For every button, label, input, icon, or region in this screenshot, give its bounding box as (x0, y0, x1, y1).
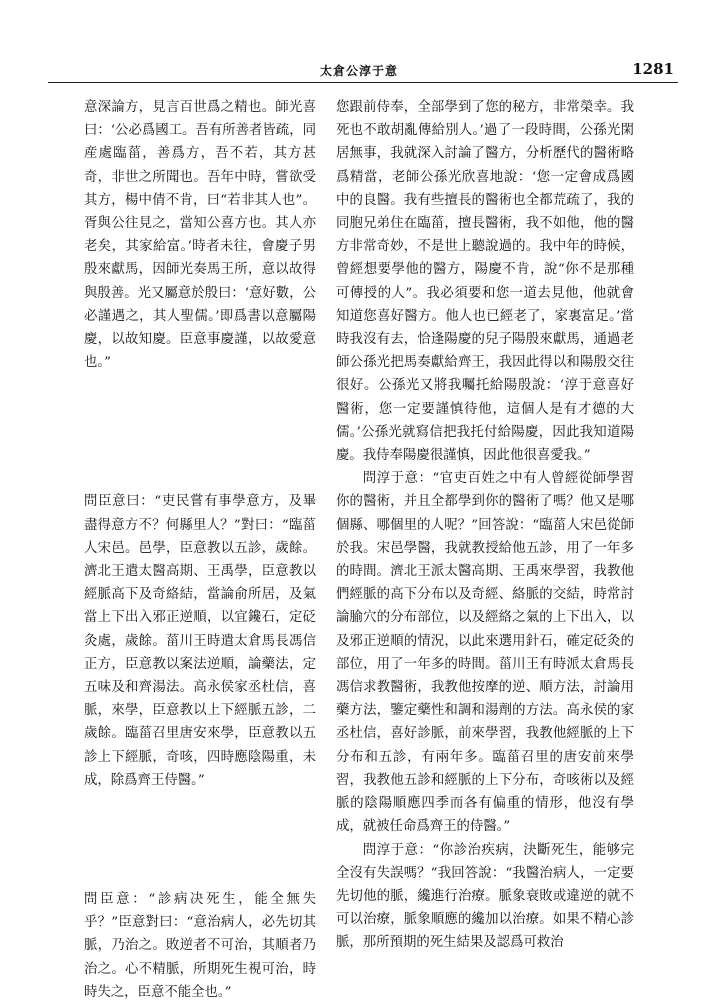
translation-paragraph: 您跟前侍奉，全部學到了您的秘方，非常榮幸。我死也不敢胡亂傳給別人。’過了一段時間，公孫光閑居無事，我就深入討論了醫方，分析歷代的醫術略爲精當，老師公孫光欣喜地說：‘您一定會成爲國中的良醫。我有些擅長的醫術也全都荒疏了，我的同胞兄弟住在臨菑，擅長醫術，我不如他，他的醫方非常奇妙，不是世上聽說過的。我中年的時候，曾經想要學他的醫方，陽慶不肯，說“你不是那種可傳授的人”。我必須要和您一道去見他，他就會知道您喜好醫方。他人也已經老了，家裏富足。’當時我沒有去，恰逢陽慶的兒子陽殷來獻馬，通過老師公孫光把馬奏獻給齊王，我因此得以和陽殷交往很好。公孫光又將我囑托給陽殷說：‘淳于意喜好醫術，您一定要謹慎待他，這個人是有才德的大儒。’公孫光就寫信把我托付給陽慶，因此我知道陽慶。我侍奉陽慶很謹慎，因此他很喜愛我。” (336, 100, 634, 464)
classical-paragraph: 問臣意曰：“吏民嘗有事學意方，及畢盡得意方不？何縣里人？”對曰：“臨菑人宋邑。邑學，臣意教以五診，歲餘。濟北王遣太醫高期、王禹學，臣意教以經脈高下及奇絡結，當論俞所居，及氣當上下出入邪正逆順，以宜鑱石，定砭灸處，歲餘。菑川王時遣太倉馬長馮信正方，臣意教以案法逆順，論藥法，定五味及和齊湯法。高永侯家丞杜信，喜脈，來學，臣意教以上下經脈五診，二歲餘。臨菑召里唐安來學，臣意教以五診上下經脈，奇咳，四時應陰陽重，未成，除爲齊王侍醫。” (84, 494, 316, 788)
page-number: 1281 (632, 60, 674, 78)
translation-paragraph: 問淳于意：“你診治疾病，決斷死生，能够完全沒有失誤嗎？”我回答說：“我醫治病人，一定要先切他的脈，纔進行治療。脈象衰敗或違逆的就不可以治療，脈象順應的纔加以治療。如果不精心診脈，那所預期的死生結果及認爲可救治 (336, 842, 634, 951)
classical-paragraph: 意深論方，見言百世爲之精也。師光喜曰：‘公必爲國工。吾有所善者皆疏，同産處臨菑，善爲方，吾不若，其方甚奇，非世之所聞也。吾年中時，嘗欲受其方，楊中倩不肯，曰“若非其人也”。胥與公往見之，當知公喜方也。其人亦老矣，其家給富。’時者未往，會慶子男殷來獻馬，因師光奏馬王所，意以故得與殷善。光又屬意於殷曰：‘意好數，公必謹遇之，其人聖儒。’即爲書以意屬陽慶，以故知慶。臣意事慶謹，以故愛意也。” (84, 100, 316, 371)
page-header (48, 58, 678, 83)
running-title: 太倉公淳于意 (320, 64, 399, 78)
classical-paragraph: 問臣意：“診病决死生，能全無失乎？”臣意對曰：“意治病人，必先切其脈，乃治之。敗逆者不可治，其順者乃治之。心不精脈，所期死生視可治，時時失之，臣意不能全也。” (84, 892, 316, 1000)
translation-paragraph: 問淳于意：“官吏百姓之中有人曾經從師學習你的醫術，并且全都學到你的醫術了嗎？他又是哪個縣、哪個里的人呢？”回答說：“臨菑人宋邑從師於我。宋邑學醫，我就教授給他五診，用了一年多的時間。濟北王派太醫高期、王禹來學習，我教他們經脈的高下分布以及奇經、絡脈的交結，時常討論腧穴的分布部位，以及經絡之氣的上下出入，以及邪正逆順的情況，以此來選用針石，確定砭灸的部位，用了一年多的時間。菑川王有時派太倉馬長馮信求教醫術，我教他按摩的逆、順方法，討論用藥方法，鑒定藥性和調和湯劑的方法。高永侯的家丞杜信，喜好診脈，前來學習，我教他經脈的上下分布和五診，有兩年多。臨菑召里的唐安前來學習，我教他五診和經脈的上下分布，奇咳術以及經脈的陰陽順應四季而各有偏重的情形，他沒有學成，就被任命爲齊王的侍醫。” (336, 471, 634, 835)
translation-column (336, 96, 634, 955)
classical-text-column (84, 96, 316, 1004)
